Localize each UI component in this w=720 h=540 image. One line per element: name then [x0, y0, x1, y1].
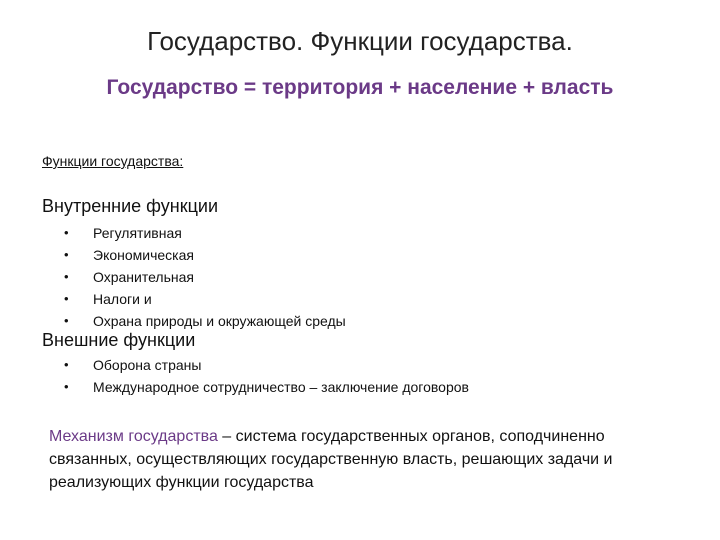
internal-functions-heading: Внутренние функции — [42, 196, 219, 216]
bullet-icon: • — [64, 291, 69, 306]
external-functions-heading: Внешние функции — [42, 330, 196, 350]
mechanism-term: Механизм государства — [49, 428, 218, 445]
bullet-icon: • — [64, 357, 69, 372]
slide-title: Государство. Функции государства. — [147, 26, 573, 56]
bullet-icon: • — [64, 313, 69, 328]
mechanism-text: – система государственных органов, соподчиненно связанных, осуществляющих государственную власть, решающих задачи и реализующих функции государства — [49, 428, 613, 491]
bullet-icon: • — [64, 225, 69, 240]
bullet-icon: • — [64, 247, 69, 262]
state-formula: Государство = территория + население + власть — [106, 76, 614, 99]
bullet-icon: • — [64, 379, 69, 394]
functions-subheading: Функции государства: — [42, 153, 184, 169]
bullet-icon: • — [64, 269, 69, 284]
mechanism-definition — [49, 425, 689, 494]
slide: Государство. Функции государства. Государство = территория + население + власть Функции государства: Внутренние функции • Регулятивная • Экономическая • Охранительная • Налоги и • Охрана природы и окружающей среды Внешние функции • Оборона страны • Международное сотрудничество – заключение договоров Механизм государства – система государственных органов, соподчиненно связанных, осуществляющих государственную власть, решающих задачи и реализующих функции государства — [0, 0, 720, 540]
